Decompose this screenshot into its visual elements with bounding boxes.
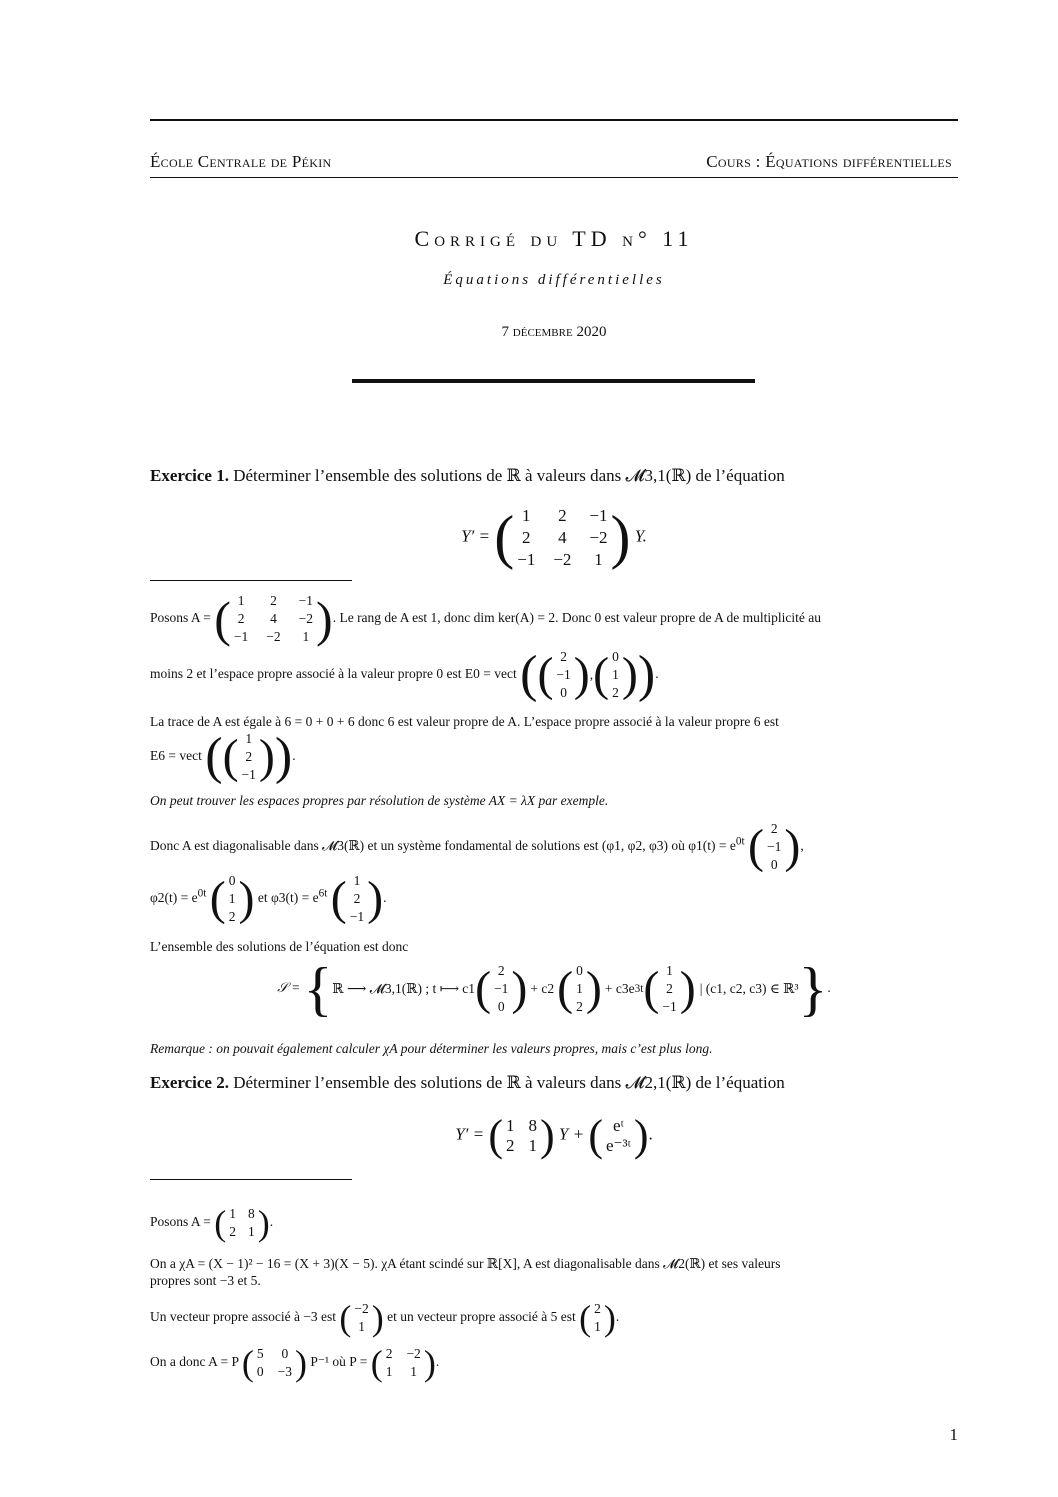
- ex1-para-7: L’ensemble des solutions de l’équation est donc: [150, 939, 409, 954]
- ex2-para-4: On a donc A = P ( 5 0 0 −3 ) P⁻¹ où P = ( 2 −2 1 1 ) .: [150, 1343, 440, 1383]
- ex1-label: Exercice 1.: [150, 466, 229, 485]
- ex1-para-1: Posons A = ( 1 2 −1 2 4 −2 −1 −2 1 ) . Le rang de A est 1, donc dim ker(A) = 2. Donc 0 est valeur propre de A de multiplicité au: [150, 591, 821, 647]
- ex2-para-1: Posons A = ( 1 8 2 1 ) .: [150, 1203, 274, 1243]
- ex2-para-3: Un vecteur propre associé à −3 est ( −2 1 ) et un vecteur propre associé à 5 est ( 2 1 ) .: [150, 1298, 620, 1338]
- header-left: École Centrale de Pékin: [150, 152, 332, 171]
- ex2-statement-text: Déterminer l’ensemble des solutions de ℝ à valeurs dans 𝓜2,1(ℝ) de l’équation: [233, 1073, 785, 1092]
- ex1-matrix: ( 1 2 −1 2 4 −2 −1 −2 1 ): [494, 504, 631, 570]
- ex1-note: On peut trouver les espaces propres par résolution de système AX = λX par exemple.: [150, 793, 609, 808]
- ex1-eq-rhs: Y.: [634, 526, 647, 546]
- page-date: 7 décembre 2020: [501, 324, 607, 340]
- ex1-para-4: E6 = vect ( ( 1 2 −1 ) ) .: [150, 728, 296, 785]
- ex1-remark: Remarque : on pouvait également calculer χA pour déterminer les valeurs propres, mais c’est plus long.: [150, 1041, 713, 1056]
- solution-separator-2: [150, 1179, 352, 1180]
- ex1-statement-text: Déterminer l’ensemble des solutions de ℝ à valeurs dans 𝓜3,1(ℝ) de l’équation: [233, 466, 785, 485]
- ex1-para-2: moins 2 et l’espace propre associé à la valeur propre 0 est E0 = vect ( ( 2 −1 0 ) , ( 0 1 2 ) ) .: [150, 646, 659, 703]
- page-number: 1: [949, 1425, 958, 1444]
- ex2-equation: Y′ = ( 1 8 2 1 ) Y + ( eᵗ e⁻³ᵗ ) .: [455, 1111, 653, 1160]
- header-right: Cours : Équations différentielles: [706, 152, 952, 171]
- top-rule: [150, 119, 958, 121]
- ex2-para-2a: On a χA = (X − 1)² − 16 = (X + 3)(X − 5). χA étant scindé sur ℝ[X], A est diagonalisable dans 𝓜2(ℝ) et ses valeurs: [150, 1256, 781, 1271]
- ex1-para-6: $\varphi 2(t) = e^{0t}$ ( 0 1 2 ) et $\varphi 3(t) = e^{6t}$ ( 1 2 −1 ) .: [150, 872, 387, 925]
- ex1-matrix-A: ( 1 2 −1 2 4 −2 −1 −2 1 ): [214, 591, 333, 647]
- ex1-solution-set: 𝒮 = { ℝ ⟶ 𝓜3,1(ℝ) ; t ⟼ c1 ( 2 −1 0 ) + c2 ( 0 1 2 ) + c3e 3t ( 1 2 −1 ) | (c1, c2, c3) ∈ ℝ³ } .: [277, 956, 831, 1022]
- ex1-para-3: La trace de A est égale à 6 = 0 + 0 + 6 donc 6 est valeur propre de A. L’espace propre associé à la valeur propre 6 est: [150, 714, 779, 729]
- ex1-statement: [150, 466, 785, 486]
- ex1-equation: [150, 503, 958, 572]
- page-subtitle: Équations différentielles: [443, 272, 665, 288]
- solution-separator-1: [150, 580, 352, 581]
- ex2-para-2b: propres sont −3 et 5.: [150, 1273, 261, 1288]
- ex1-eq-lhs: Y′ =: [461, 526, 490, 546]
- ex2-statement: [150, 1073, 785, 1093]
- header-rule: [150, 177, 958, 178]
- title-rule: [352, 379, 755, 383]
- ex1-para-5: Donc A est diagonalisable dans 𝓜3(ℝ) et un système fondamental de solutions est (φ1, φ2, φ3) où $\varphi 1(t) = e^{0t}$ ( 2 −1 0 ) ,: [150, 820, 804, 873]
- ex2-label: Exercice 2.: [150, 1073, 229, 1092]
- page-title: Corrigé du TD n° 11: [414, 226, 694, 251]
